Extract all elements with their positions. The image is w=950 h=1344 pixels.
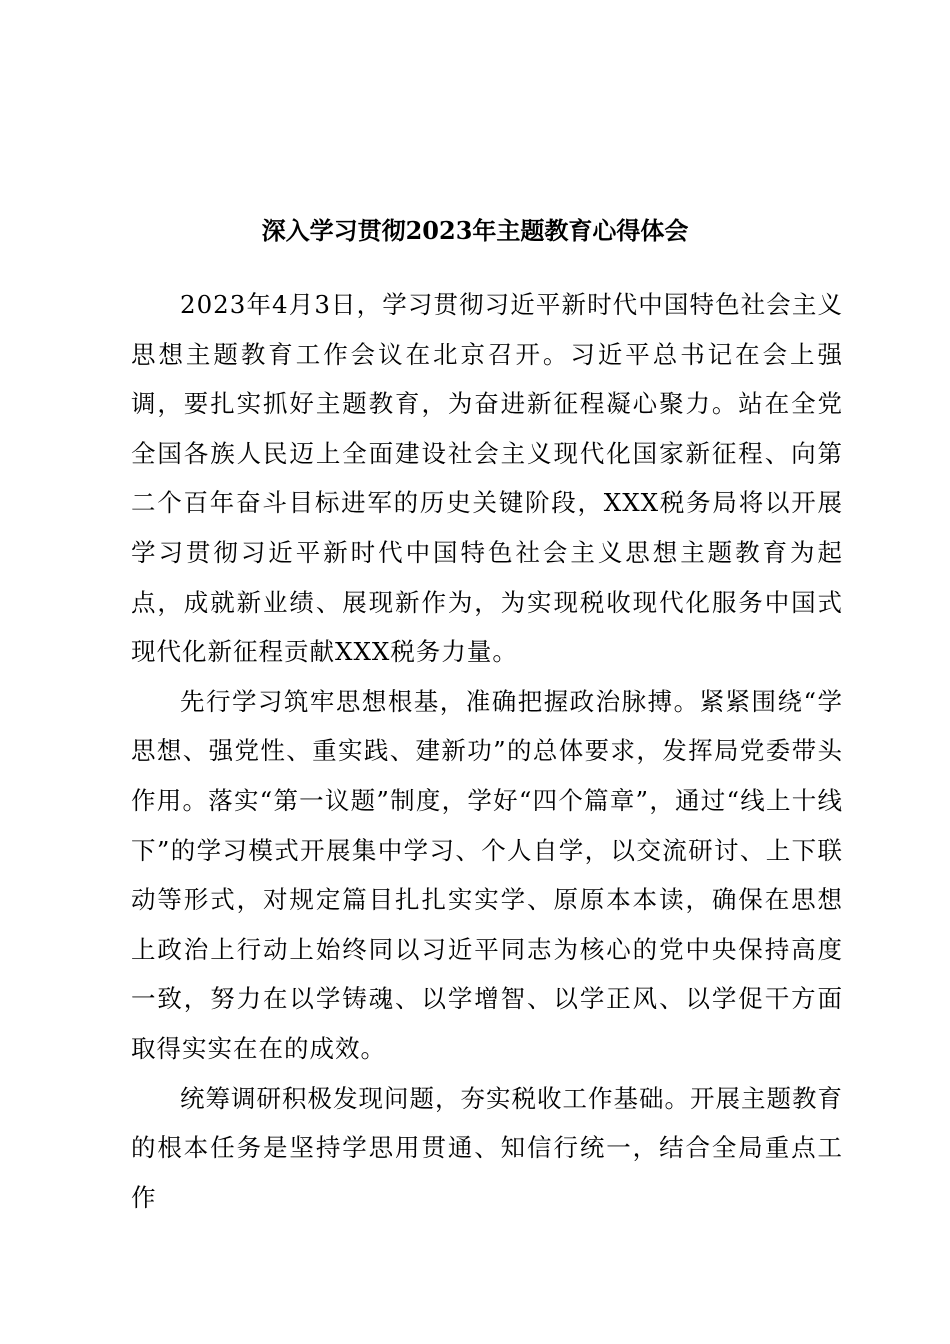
document-body	[131, 280, 843, 1222]
paragraph-3: 统筹调研积极发现问题，夯实税收工作基础。开展主题教育的根本任务是坚持学思用贯通、知信行统一，结合全局重点工作	[131, 1083, 843, 1212]
paragraph-1: 2023年4月3日，学习贯彻习近平新时代中国特色社会主义思想主题教育工作会议在北京召开。习近平总书记在会上强调，要扎实抓好主题教育，为奋进新征程凝心聚力。站在全党全国各族人民迈上全面建设社会主义现代化国家新征程、向第二个百年奋斗目标进军的历史关键阶段，XXX税务局将以开展学习贯彻习近平新时代中国特色社会主义思想主题教育为起点，成就新业绩、展现新作为，为实现税收现代化服务中国式现代化新征程贡献XXX税务力量。	[131, 290, 843, 667]
document-title: 深入学习贯彻2023年主题教育心得体会	[261, 216, 689, 245]
paragraph-2: 先行学习筑牢思想根基，准确把握政治脉搏。紧紧围绕“学思想、强党性、重实践、建新功”的总体要求，发挥局党委带头作用。落实“第一议题”制度，学好“四个篇章”，通过“线上十线下”的学习模式开展集中学习、个人自学，以交流研讨、上下联动等形式，对规定篇目扎扎实实学、原原本本读，确保在思想上政治上行动上始终同以习近平同志为核心的党中央保持高度一致，努力在以学铸魂、以学增智、以学正风、以学促干方面取得实实在在的成效。	[131, 686, 843, 1063]
